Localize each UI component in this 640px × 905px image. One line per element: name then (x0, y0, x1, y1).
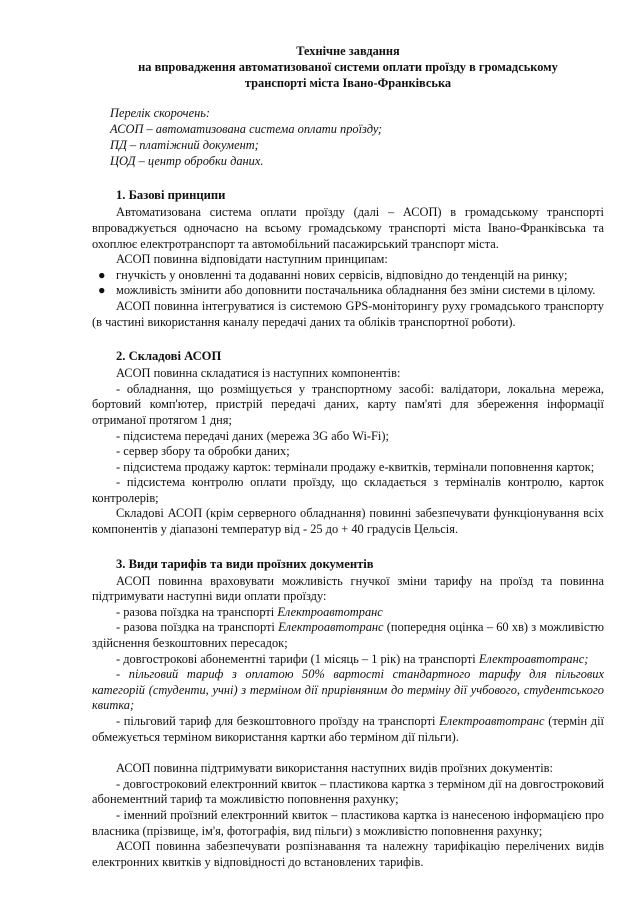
bullet-icon: ● (98, 283, 106, 298)
closing-paragraph: АСОП повинна забезпечувати розпізнавання та належну тарифікацію перелічених видів електронних квитків у відповідності до встановлених тарифів. (92, 839, 604, 869)
title-line-2: на впровадження автоматизованої системи оплати проїзду в громадському (138, 59, 558, 74)
bullet-icon: ● (98, 267, 106, 282)
tariff-text: (термін дії обмежується терміном використання картки або терміном дії пільги). (92, 714, 604, 744)
carrier-name: Електроавтотранс (277, 604, 383, 619)
tariff-text: - разова поїздка на транспорті (116, 604, 278, 619)
abbreviation-item: ПД – платіжний документ; (110, 138, 259, 153)
section-3-heading: 3. Види тарифів та види проїзних документів (116, 556, 374, 571)
abbreviation-item: АСОП – автоматизована система оплати проїзду; (110, 122, 382, 137)
section-2-note: Складові АСОП (крім серверного обладнання) повинні забезпечувати функціонування всіх компонентів у діапазоні температур від - 25 до + 40 градусів Цельсія. (92, 506, 604, 537)
bullet-text: можливість змінити або доповнити постачальника обладнання без зміни системи в цілому. (116, 283, 596, 298)
abbreviation-item: ЦОД – центр обробки даних. (110, 154, 264, 169)
bullet-item (92, 268, 604, 284)
section-1-paragraph: АСОП повинна відповідати наступним принципам: (116, 252, 388, 267)
carrier-name: Електроавтотранс; (478, 651, 589, 666)
tariff-item (92, 605, 604, 621)
section-1-paragraph: Автоматизована система оплати проїзду (далі – АСОП) в громадському транспорті впроваджується одночасно на всьому громадському транспорті міста Івано-Франківська та охоплює електротранспорт та автомобільний пасажирський транспорт міста. (92, 205, 604, 251)
component-item: - сервер збору та обробки даних; (116, 444, 290, 459)
tariff-text: - разова поїздка на транспорті (116, 620, 279, 635)
tariff-item (92, 667, 604, 714)
tariff-text: - довгострокові абонементні тарифи (1 місяць – 1 рік) на транспорті (116, 651, 479, 666)
abbreviations-header: Перелік скорочень: (110, 106, 210, 121)
documents-intro: АСОП повинна підтримувати використання наступних видів проїзних документів: (116, 761, 553, 776)
carrier-name: Електроавтотранс (278, 620, 384, 635)
tariff-item (92, 714, 604, 745)
section-1-paragraph: АСОП повинна інтегруватися із системою GPS-моніторингу руху громадського транспорту (в частині використання каналу передачі даних та обліків транспортної роботи). (92, 298, 604, 329)
document-type-item: - іменний проїзний електронний квиток – пластикова картка із нанесеною інформацією про власника (прізвище, ім'я, фотографія, вид пільги) з можливістю поповнення рахунку; (92, 807, 604, 838)
tariff-text-italic: - пільговий тариф з оплатою 50% вартості стандартного тарифу для пільгових категорій (студенти, учні) з терміном дії прирівняним до терміну дії учбового, студентського квитка; (92, 667, 604, 713)
title-line-3: транспорті міста Івано-Франківська (244, 75, 452, 90)
component-item: - обладнання, що розміщується у транспортному засобі: валідатори, локальна мережа, бортовий комп'ютер, пристрій передачі даних, карту пам'яті для збереження інформації отриманої протягом 1 дня; (92, 381, 604, 427)
bullet-item (92, 283, 604, 299)
carrier-name: Електроавтотранс (439, 714, 545, 729)
tariff-item (92, 620, 604, 651)
document-type-item: - довгостроковий електронний квиток – пластикова картка з терміном дії на довгостроковий абонементний тариф та можливістю поповнення рахунку; (92, 776, 604, 807)
component-item: - підсистема контролю оплати проїзду, що складається з терміналів контролю, карток контролерів; (92, 475, 604, 505)
section-2-heading: 2. Складові АСОП (116, 349, 222, 364)
bullet-text: гнучкість у оновленні та додаванні нових сервісів, відповідно до тенденцій на ринку; (116, 267, 568, 282)
component-item: - підсистема продажу карток: термінали продажу е-квитків, термінали поповнення карток; (116, 459, 595, 474)
component-item: - підсистема передачі даних (мережа 3G або Wi-Fi); (116, 428, 389, 443)
spacer (92, 745, 604, 761)
tariff-text: - пільговий тариф для безкоштовного проїзду на транспорті (116, 714, 440, 729)
title-line-1: Технічне завдання (296, 44, 400, 58)
tariff-text: (попередня оцінка – 60 хв) з можливістю здійснення безкоштовних пересадок; (92, 620, 605, 651)
tariff-item (92, 652, 604, 668)
section-3-intro: АСОП повинна враховувати можливість гнучкої зміни тарифу на проїзд та повинна підтримувати наступні види оплати проїзду: (92, 573, 604, 604)
abbreviations-list (110, 105, 604, 169)
section-1-heading: 1. Базові принципи (116, 188, 226, 203)
document-title (92, 44, 604, 91)
section-2-intro: АСОП повинна складатися із наступних компонентів: (116, 366, 401, 381)
